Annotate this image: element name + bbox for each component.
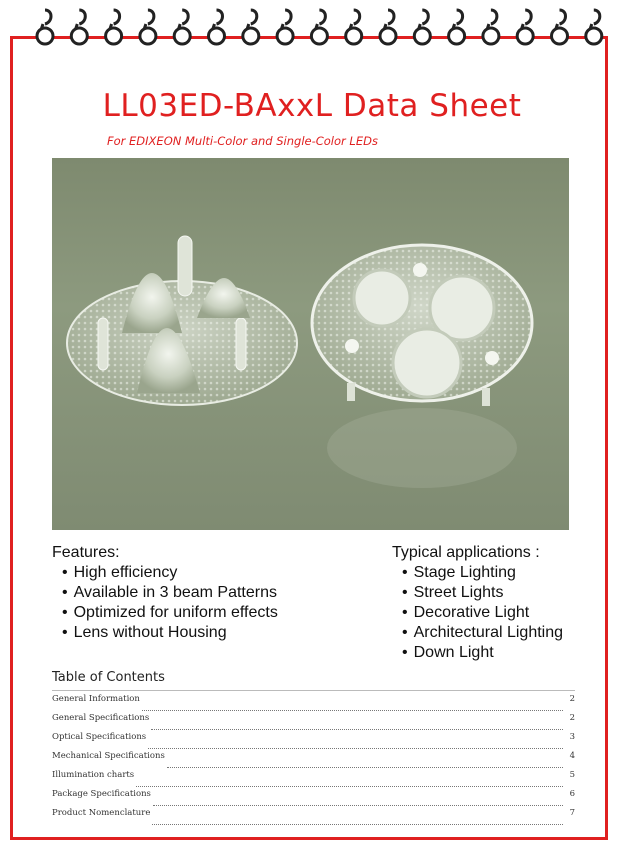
binding-ring <box>380 10 396 44</box>
toc-entry-page: 5 <box>569 770 575 780</box>
list-item: • Down Light <box>392 643 563 663</box>
toc-entry[interactable] <box>52 732 575 751</box>
list-item: • Lens without Housing <box>52 623 278 643</box>
list-item: • Available in 3 beam Patterns <box>52 583 278 603</box>
binding-ring <box>106 10 122 44</box>
toc-entry[interactable] <box>52 770 575 789</box>
toc-entry-page: 7 <box>569 808 575 818</box>
table-of-contents <box>52 694 575 827</box>
applications-list <box>392 563 563 663</box>
toc-entry-page: 3 <box>569 732 575 742</box>
page-title: LL03ED-BAxxL Data Sheet <box>102 88 522 124</box>
toc-entry-label: Package Specifications <box>52 789 151 799</box>
toc-heading: Table of Contents <box>52 670 165 685</box>
toc-entry-label: Mechanical Specifications <box>52 751 165 761</box>
binding-ring <box>209 10 225 44</box>
binding-ring <box>586 10 602 44</box>
applications-heading: Typical applications : <box>392 544 540 561</box>
page-subtitle: For EDIXEON Multi-Color and Single-Color LEDs <box>107 134 378 148</box>
list-item: • Architectural Lighting <box>392 623 563 643</box>
toc-entry[interactable] <box>52 808 575 827</box>
binding-ring <box>517 10 533 44</box>
binding-ring <box>346 10 362 44</box>
toc-entry-label: Illumination charts <box>52 770 135 780</box>
features-heading: Features: <box>52 544 120 561</box>
toc-entry-label: Optical Specifications <box>52 732 147 742</box>
toc-entry[interactable] <box>52 751 575 770</box>
list-item: • Street Lights <box>392 583 563 603</box>
binding-ring <box>243 10 259 44</box>
binding-ring <box>71 10 87 44</box>
toc-entry[interactable] <box>52 789 575 808</box>
binding-ring <box>311 10 327 44</box>
toc-entry-label: General Specifications <box>52 713 150 723</box>
binding-ring <box>449 10 465 44</box>
features-list <box>52 563 278 643</box>
binding-ring <box>140 10 156 44</box>
toc-entry-page: 2 <box>569 713 575 723</box>
toc-entry-page: 6 <box>569 789 575 799</box>
toc-entry-page: 4 <box>569 751 575 761</box>
toc-divider <box>52 690 575 691</box>
list-item: • Optimized for uniform effects <box>52 603 278 623</box>
list-item: • Decorative Light <box>392 603 563 623</box>
toc-entry[interactable] <box>52 713 575 732</box>
binding-ring <box>552 10 568 44</box>
applications-section <box>392 543 563 663</box>
list-item: • High efficiency <box>52 563 278 583</box>
list-item: • Stage Lighting <box>392 563 563 583</box>
binding-ring <box>37 10 53 44</box>
binding-ring <box>174 10 190 44</box>
toc-entry-page: 2 <box>569 694 575 704</box>
features-section <box>52 543 278 643</box>
toc-entry-label: General Information <box>52 694 140 704</box>
binding-ring <box>414 10 430 44</box>
toc-entry[interactable] <box>52 694 575 713</box>
led-lens-image <box>52 158 569 530</box>
binding-ring <box>483 10 499 44</box>
binding-ring <box>277 10 293 44</box>
toc-entry-label: Product Nomenclature <box>52 808 151 818</box>
spiral-binding <box>0 0 624 60</box>
product-photo <box>52 158 569 530</box>
